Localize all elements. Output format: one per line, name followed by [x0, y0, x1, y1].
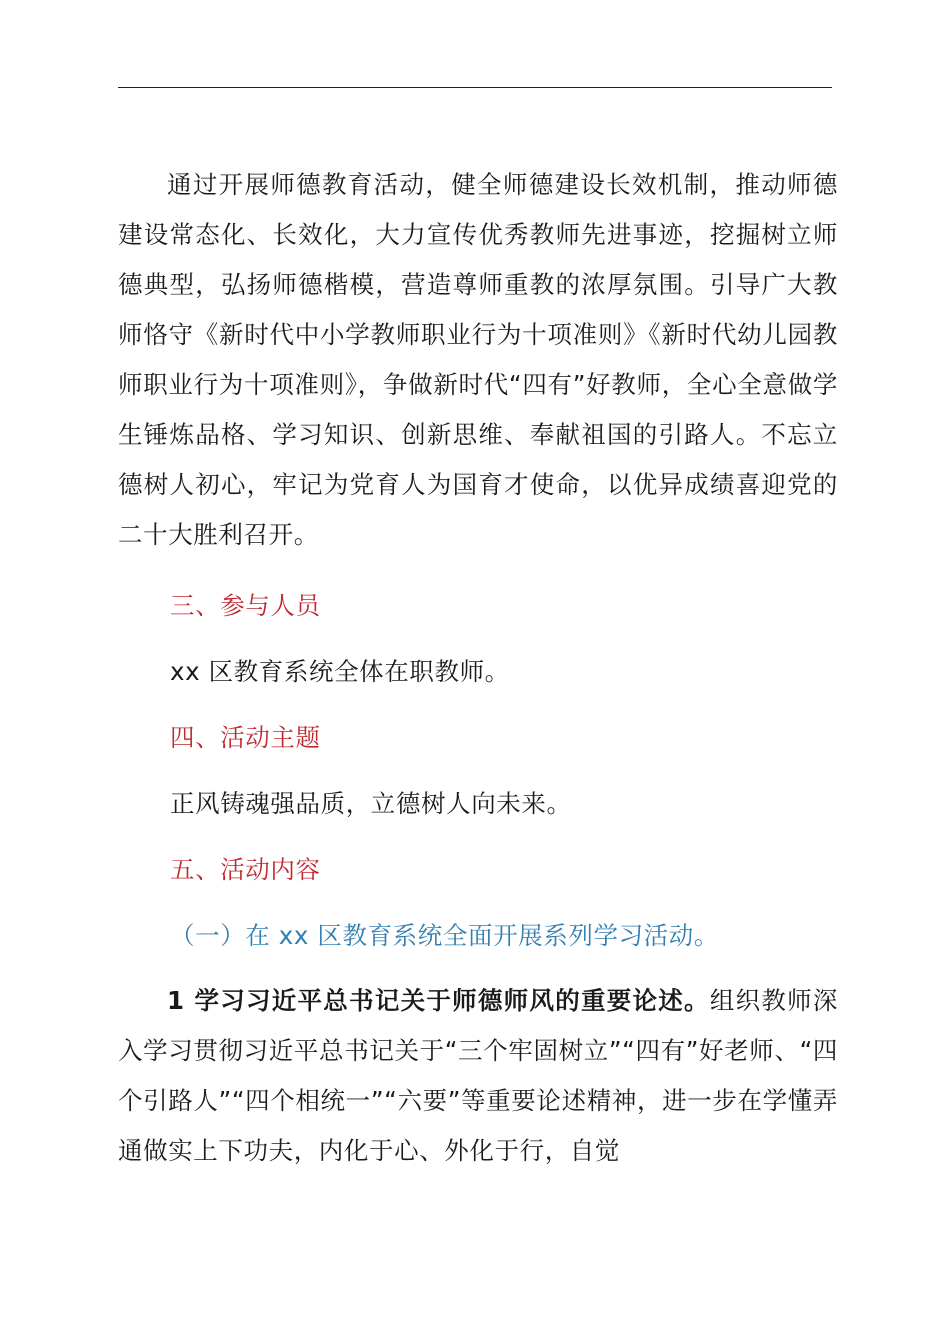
section-heading-content: 五、活动内容 [170, 855, 321, 884]
subsection-heading-study: （一）在 xx 区教育系统全面开展系列学习活动。 [170, 921, 719, 950]
intro-paragraph: 通过开展师德教育活动，健全师德建设长效机制，推动师德建设常态化、长效化，大力宣传优秀教师先进事迹，挖掘树立师德典型，弘扬师德楷模，营造尊师重教的浓厚氛围。引导广大教师恪守《新时代中小学教师职业行为十项准则》《新时代幼儿园教师职业行为十项准则》，争做新时代“四有”好教师，全心全意做学生锤炼品格、学习知识、创新思维、奉献祖国的引路人。不忘立德树人初心，牢记为党育人为国育才使命，以优异成绩喜迎党的二十大胜利召开。 [118, 170, 838, 549]
item-1-paragraph [118, 976, 838, 1176]
participants-text: xx 区教育系统全体在职教师。 [170, 657, 510, 686]
header-rule [118, 87, 832, 88]
item-1-lead: 1 学习习近平总书记关于师德师风的重要论述。 [167, 986, 710, 1015]
item-1-text: 组织教师深入学习贯彻习近平总书记关于“三个牢固树立”“四有”好老师、“四个引路人”“四个相统一”“六要”等重要论述精神，进一步在学懂弄通做实上下功夫，内化于心、外化于行，自觉 [118, 986, 839, 1165]
document-body [118, 160, 838, 1176]
section-heading-participants: 三、参与人员 [170, 591, 321, 620]
section-heading-theme: 四、活动主题 [170, 723, 321, 752]
theme-text: 正风铸魂强品质，立德树人向未来。 [170, 789, 572, 818]
